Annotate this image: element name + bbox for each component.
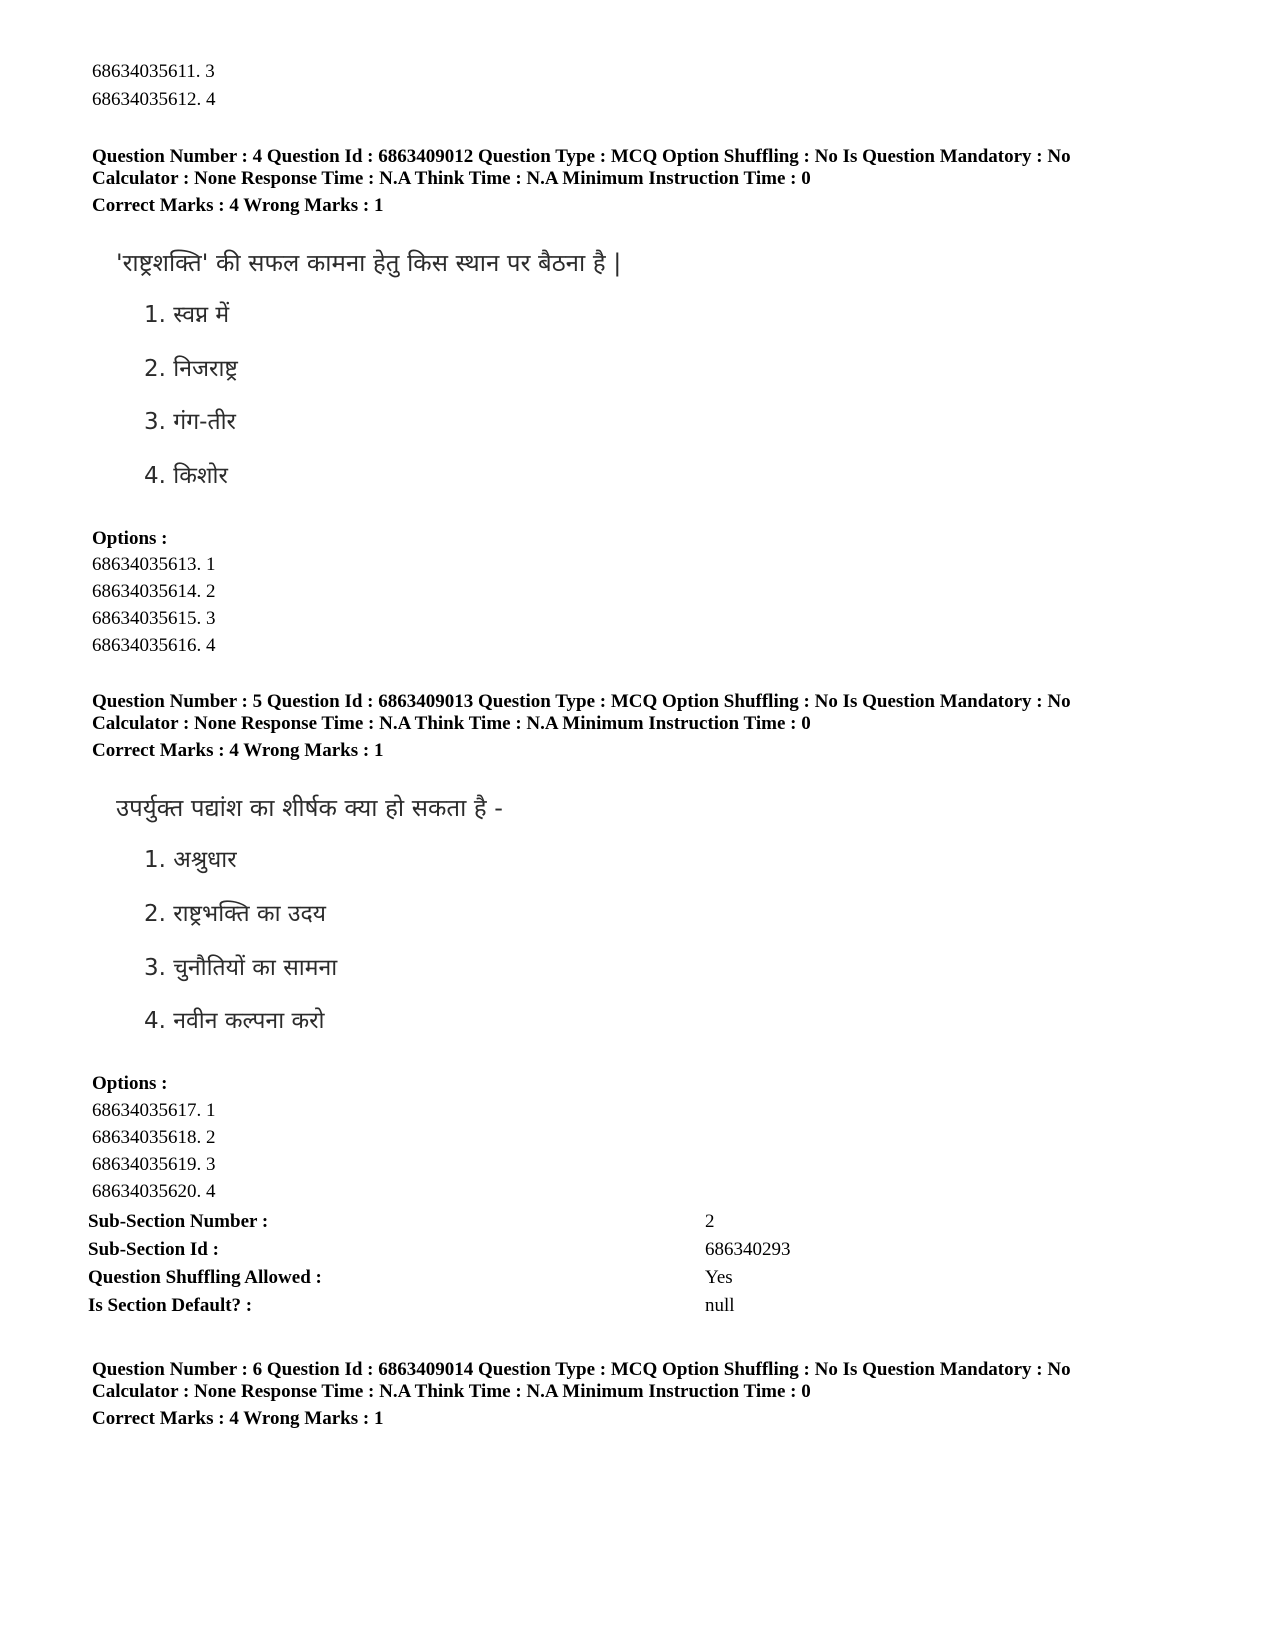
question-choice: 1. अश्रुधार <box>144 847 237 873</box>
question-choice: 4. नवीन कल्पना करो <box>144 1008 325 1034</box>
question-marks: Correct Marks : 4 Wrong Marks : 1 <box>92 1408 384 1429</box>
question-image <box>116 247 716 497</box>
question-choice: 3. चुनौतियों का सामना <box>144 955 338 981</box>
sub-section-value: null <box>705 1295 735 1316</box>
question-choice: 2. निजराष्ट्र <box>144 356 238 382</box>
question-marks: Correct Marks : 4 Wrong Marks : 1 <box>92 195 384 216</box>
option-line: 68634035620. 4 <box>92 1181 216 1202</box>
question-choice: 4. किशोर <box>144 463 228 489</box>
option-line: 68634035618. 2 <box>92 1127 216 1148</box>
option-line: 68634035612. 4 <box>92 89 216 110</box>
sub-section-value: 2 <box>705 1211 715 1232</box>
sub-section-value: 686340293 <box>705 1239 791 1260</box>
sub-section-label: Sub-Section Number : <box>88 1211 269 1232</box>
question-image <box>116 792 716 1042</box>
option-line: 68634035615. 3 <box>92 608 216 629</box>
question-meta-line: Calculator : None Response Time : N.A Think Time : N.A Minimum Instruction Time : 0 <box>92 713 811 734</box>
sub-section-value: Yes <box>705 1267 733 1288</box>
option-line: 68634035617. 1 <box>92 1100 216 1121</box>
option-line: 68634035614. 2 <box>92 581 216 602</box>
question-choice: 1. स्वप्न में <box>144 302 230 328</box>
option-line: 68634035611. 3 <box>92 61 215 82</box>
options-label: Options : <box>92 1073 168 1094</box>
question-meta-line: Calculator : None Response Time : N.A Think Time : N.A Minimum Instruction Time : 0 <box>92 168 811 189</box>
question-meta-line: Question Number : 5 Question Id : 6863409013 Question Type : MCQ Option Shuffling : No Is Question Mandatory : No <box>92 691 1071 712</box>
question-choice: 2. राष्ट्रभक्ति का उदय <box>144 901 327 927</box>
question-choice: 3. गंग-तीर <box>144 409 236 435</box>
sub-section-label: Sub-Section Id : <box>88 1239 219 1260</box>
option-line: 68634035616. 4 <box>92 635 216 656</box>
option-line: 68634035613. 1 <box>92 554 216 575</box>
options-label: Options : <box>92 528 168 549</box>
option-line: 68634035619. 3 <box>92 1154 216 1175</box>
sub-section-label: Is Section Default? : <box>88 1295 253 1316</box>
question-meta-line: Question Number : 4 Question Id : 6863409012 Question Type : MCQ Option Shuffling : No Is Question Mandatory : No <box>92 146 1071 167</box>
sub-section-label: Question Shuffling Allowed : <box>88 1267 322 1288</box>
question-text: उपर्युक्त पद्यांश का शीर्षक क्या हो सकता है - <box>116 794 503 822</box>
question-text: 'राष्ट्रशक्ति' की सफल कामना हेतु किस स्थान पर बैठना है | <box>116 249 622 277</box>
question-meta-line: Question Number : 6 Question Id : 6863409014 Question Type : MCQ Option Shuffling : No Is Question Mandatory : No <box>92 1359 1071 1380</box>
question-marks: Correct Marks : 4 Wrong Marks : 1 <box>92 740 384 761</box>
question-meta-line: Calculator : None Response Time : N.A Think Time : N.A Minimum Instruction Time : 0 <box>92 1381 811 1402</box>
